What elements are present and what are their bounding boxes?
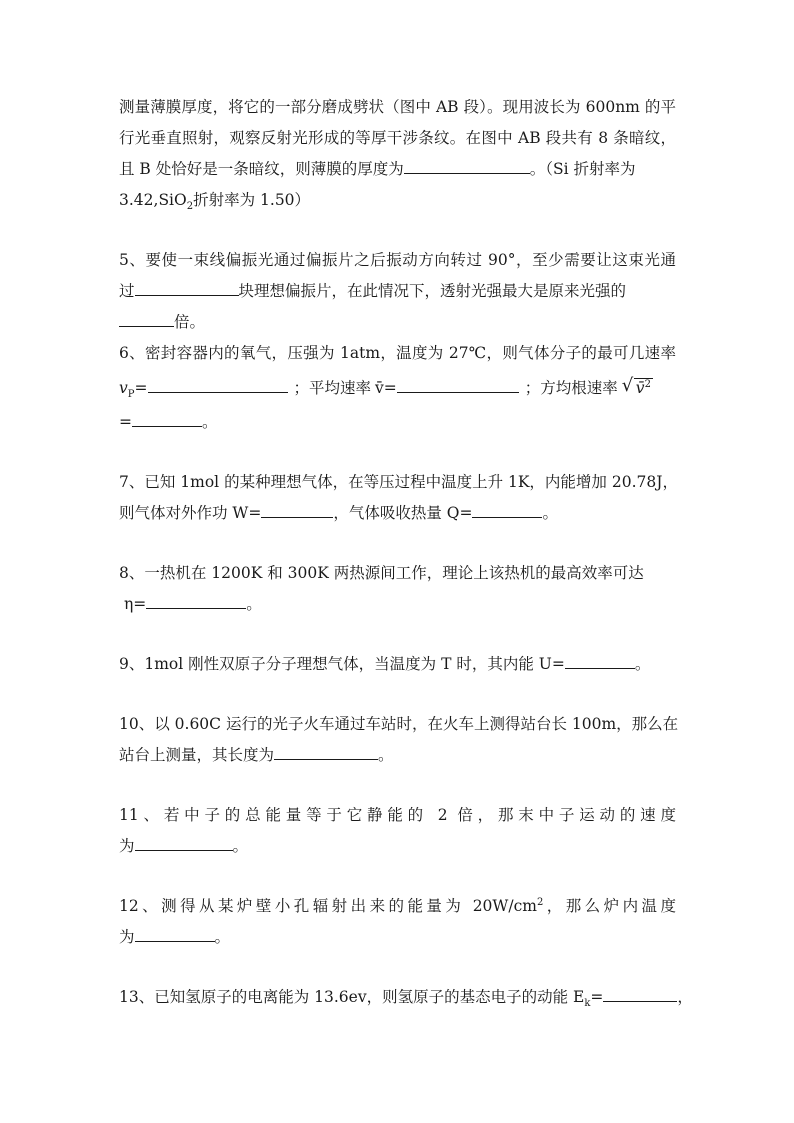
answer-blank[interactable] xyxy=(135,927,215,942)
q6-avg-label: ；平均速率 xyxy=(293,379,372,397)
q7-line-2-mid: ，气体吸收热量 Q= xyxy=(333,504,473,522)
q5-line-2-text: 过 xyxy=(119,282,135,300)
q13-end: ， xyxy=(677,988,693,1006)
q4-line-1: 测量薄膜厚度，将它的一部分磨成劈状（图中 AB 段）。现用波长为 600nm 的平 xyxy=(119,98,676,116)
answer-blank[interactable] xyxy=(146,594,246,609)
answer-blank[interactable] xyxy=(132,412,202,427)
q6-rms-label: ；方均根速率 xyxy=(524,379,618,397)
subscript: P xyxy=(127,389,135,401)
equals: = xyxy=(119,413,132,431)
superscript: 2 xyxy=(536,896,544,908)
q13-text: 13、已知氢原子的电离能为 13.6ev，则氢原子的基态电子的动能 E xyxy=(119,988,585,1006)
superscript: 2 xyxy=(644,378,651,390)
q6-line-2 xyxy=(119,378,676,401)
q10-line-2-text: 站台上测量，其长度为 xyxy=(119,746,275,764)
answer-blank[interactable] xyxy=(119,312,174,327)
q11-line-2-end: 。 xyxy=(232,837,249,855)
q5-line-3-end: 倍。 xyxy=(174,313,206,331)
eta-label: η= xyxy=(124,595,147,613)
q8-line-2-end: 。 xyxy=(246,595,262,613)
subscript: k xyxy=(584,998,591,1010)
q4-line-4 xyxy=(119,190,676,213)
q12-line-1 xyxy=(119,896,676,916)
avg-velocity-symbol: v̄ xyxy=(375,379,384,397)
q4-line-4-text: 3.42,SiO xyxy=(119,191,187,209)
velocity-bar: v̄ xyxy=(635,379,645,397)
velocity-symbol: v xyxy=(119,379,128,397)
q4-line-3-end: 。（Si 折射率为 xyxy=(529,160,636,178)
answer-blank[interactable] xyxy=(404,159,530,174)
q13-line-1 xyxy=(119,987,693,1010)
q11-line-1: 11、若中子的总能量等于它静能的 2 倍，那末中子运动的速度 xyxy=(119,806,676,824)
q5-line-1: 5、要使一束线偏振光通过偏振片之后振动方向转过 90°，至少需要让这束光通 xyxy=(119,251,676,269)
sqrt-symbol xyxy=(622,378,653,398)
q4-line-4-end: 折射率为 1.50） xyxy=(193,191,311,209)
q9-text: 9、1mol 刚性双原子分子理想气体，当温度为 T 时，其内能 U= xyxy=(119,655,565,673)
q6-line-3 xyxy=(119,412,676,432)
q11-line-2-text: 为 xyxy=(119,837,135,855)
q11-line-2 xyxy=(119,836,676,856)
q12-line-2 xyxy=(119,927,676,947)
q12-text: 12、测得从某炉壁小孔辐射出来的能量为 20W/cm xyxy=(119,897,537,915)
answer-blank[interactable] xyxy=(565,654,635,669)
q4-line-3-text: 且 B 处恰好是一条暗纹，则薄膜的厚度为 xyxy=(119,160,404,178)
equals: = xyxy=(590,988,604,1006)
q5-line-2-end: 块理想偏振片，在此情况下，透射光强最大是原来光强的 xyxy=(238,282,627,300)
q10-line-1: 10、以 0.60C 运行的光子火车通过车站时，在火车上测得站台长 100m，那么在 xyxy=(119,715,679,733)
q7-line-1: 7、已知 1mol 的某种理想气体，在等压过程中温度上升 1K，内能增加 20.78J， xyxy=(119,473,678,491)
q5-line-2 xyxy=(119,281,676,301)
q12-line-2-text: 为 xyxy=(119,928,135,946)
answer-blank[interactable] xyxy=(135,281,239,296)
q10-line-2-end: 。 xyxy=(378,746,394,764)
answer-blank[interactable] xyxy=(472,503,542,518)
answer-blank[interactable] xyxy=(603,987,677,1002)
q10-line-2 xyxy=(119,745,676,765)
answer-blank[interactable] xyxy=(397,378,519,393)
q12-text-end: ，那么炉内温度 xyxy=(543,897,676,915)
q7-line-2-text: 则气体对外作功 W= xyxy=(119,504,262,522)
answer-blank[interactable] xyxy=(148,378,288,393)
answer-blank[interactable] xyxy=(135,836,233,851)
q9-line-1 xyxy=(119,654,676,674)
q8-line-1: 8、一热机在 1200K 和 300K 两热源间工作，理论上该热机的最高效率可达 xyxy=(119,564,644,582)
equals: = xyxy=(134,379,148,397)
q5-line-3 xyxy=(119,312,676,332)
q4-line-3 xyxy=(119,159,676,179)
subscript: 2 xyxy=(186,201,194,213)
q6-line-3-end: 。 xyxy=(202,413,218,431)
answer-blank[interactable] xyxy=(261,503,333,518)
q8-line-2 xyxy=(124,594,676,614)
q6-line-1: 6、密封容器内的氧气，压强为 1atm，温度为 27℃，则气体分子的最可几速率 xyxy=(119,344,676,362)
q7-line-2 xyxy=(119,503,676,523)
q9-end: 。 xyxy=(634,655,651,673)
answer-blank[interactable] xyxy=(274,745,378,760)
q4-line-2: 行光垂直照射，观察反射光形成的等厚干涉条纹。在图中 AB 段共有 8 条暗纹， xyxy=(119,129,676,147)
q7-line-2-end: 。 xyxy=(542,504,558,522)
q12-line-2-end: 。 xyxy=(214,928,231,946)
equals: = xyxy=(383,379,397,397)
